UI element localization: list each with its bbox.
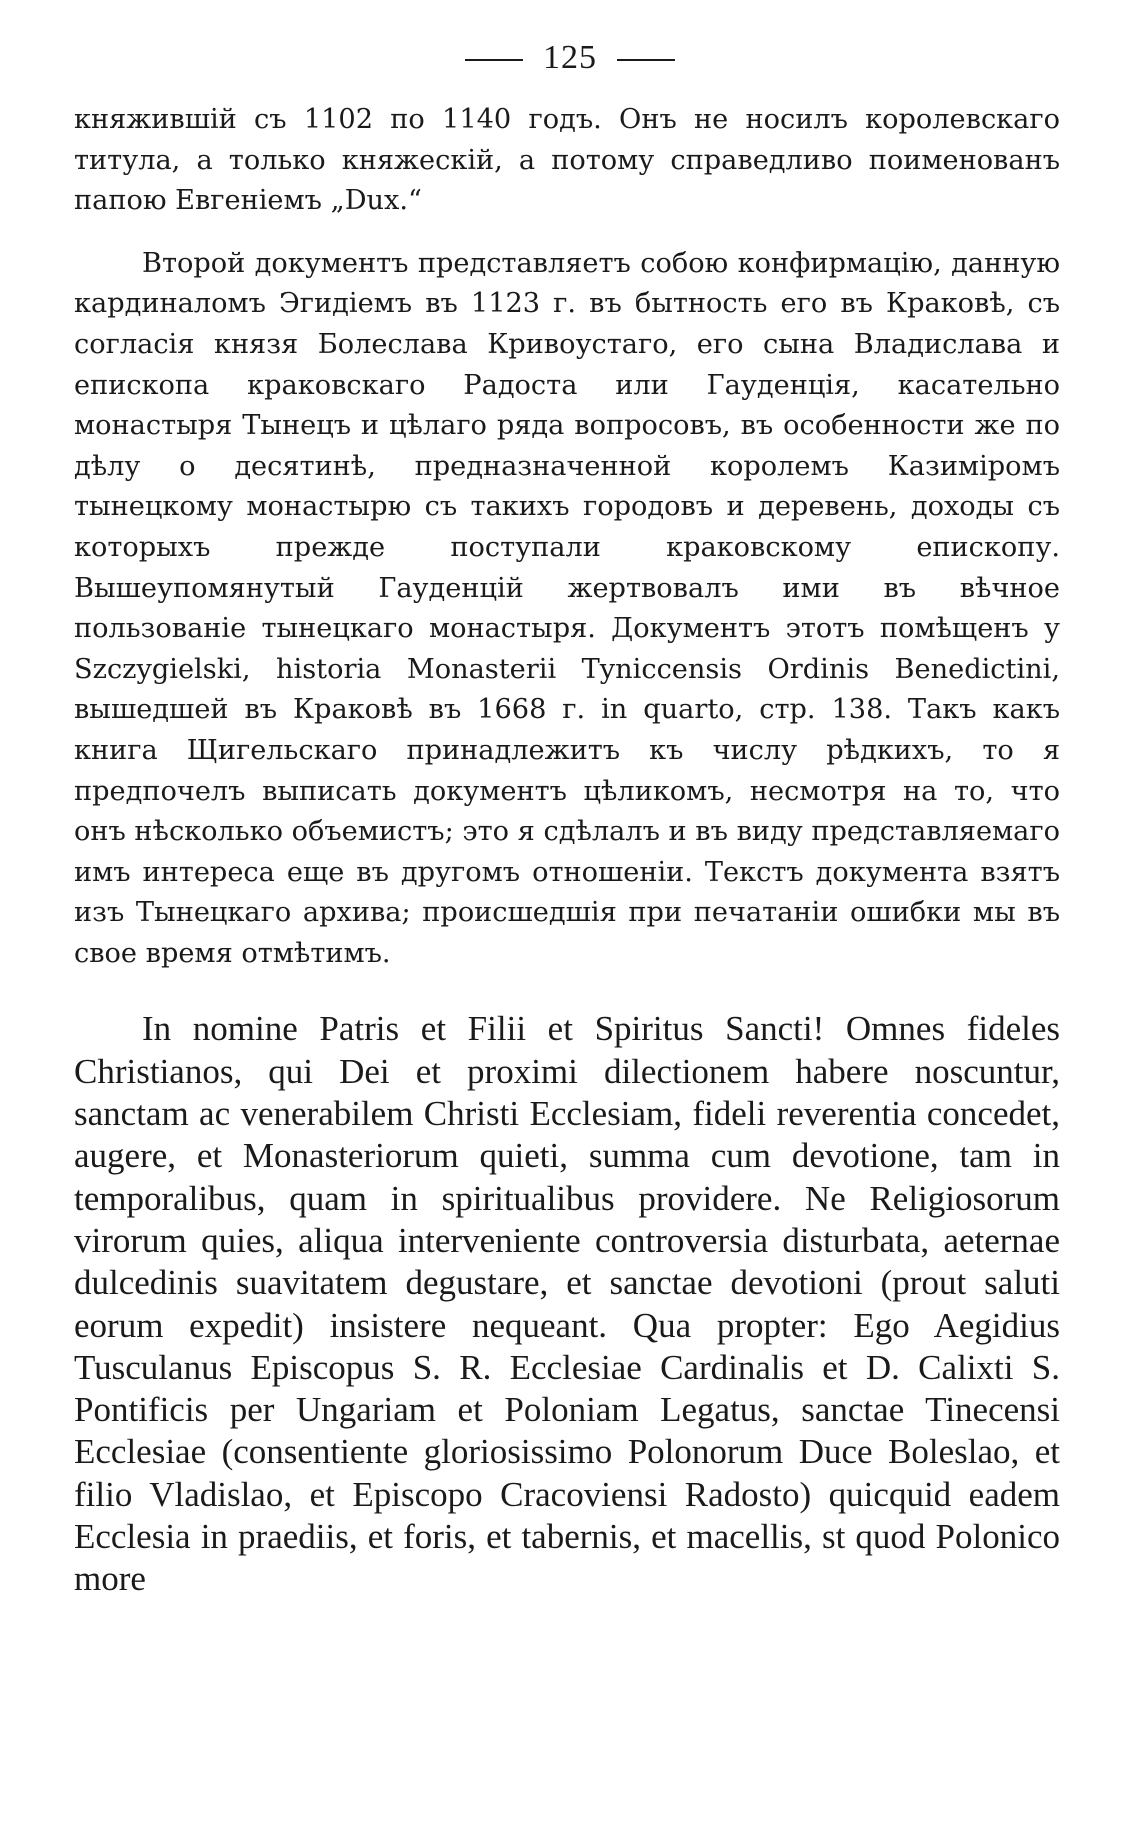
- paragraph-latin-document: In nomine Patris et Filii et Spiritus Sancti! Omnes fideles Christianos, qui Dei et proximi dilectionem habere noscuntur, sanctam ac venerabilem Christi Ecclesiam, fideli reverentia concedet, augere, et Monasteriorum quieti, summa cum devotione, tam in temporalibus, quam in spiritualibus providere. Ne Religiosorum virorum quies, aliqua interveniente controversia disturbata, aeternae dulcedinis suavitatem degustare, et sanctae devotioni (prout saluti eorum expedit) insistere nequeant. Qua propter: Ego Aegidius Tusculanus Episcopus S. R. Ecclesiae Cardinalis et D. Calixti S. Pontificis per Ungariam et Poloniam Legatus, sanctae Tinecensi Ecclesiae (consentiente gloriosissimo Polonorum Duce Boleslao, et filio Vladislao, et Episcopo Cracoviensi Radosto) quicquid eadem Ecclesia in praediis, et foris, et tabernis, et macellis, st quod Polonico more: [74, 1009, 1060, 1599]
- page-body: [74, 100, 1060, 1601]
- page-number-value: 125: [543, 39, 597, 76]
- right-dash: [617, 59, 675, 61]
- paragraph-continuation: княжившій съ 1102 по 1140 годъ. Онъ не носилъ королевскаго титула, а только княжескій, а потому справедливо поименованъ папою Евгеніемъ „Dux.“: [74, 104, 1060, 217]
- left-dash: [465, 59, 523, 61]
- page-number: [0, 38, 1140, 77]
- paragraph-second-document: Второй документъ представляетъ собою конфирмацію, данную кардиналомъ Эгидіемъ въ 1123 г. въ бытность его въ Краковѣ, съ согласія князя Болеслава Кривоустаго, его сына Владислава и епископа краковскаго Радоста или Гауденція, касательно монастыря Тынецъ и цѣлаго ряда вопросовъ, въ особенности же по дѣлу о десятинѣ, предназначенной королемъ Казиміромъ тынецкому монастырю съ такихъ городовъ и деревень, доходы съ которыхъ прежде поступали краковскому епископу. Вышеупомянутый Гауденцій жертвовалъ ими въ вѣчное пользованіе тынецкаго монастыря. Документъ этотъ помѣщенъ у Szczygielski, historia Monasterii Tyniccensis Ordinis Benedictini, вышедшей въ Краковѣ въ 1668 г. in quarto, стр. 138. Такъ какъ книга Щигельскаго принадлежитъ къ числу рѣдкихъ, то я предпочелъ выписать документъ цѣликомъ, несмотря на то, что онъ нѣсколько объемистъ; это я сдѣлалъ и въ виду представляемаго имъ интереса еще въ другомъ отношеніи. Текстъ документа взятъ изъ Тынецкаго архива; происшедшія при печатаніи ошибки мы въ свое время отмѣтимъ.: [74, 247, 1060, 969]
